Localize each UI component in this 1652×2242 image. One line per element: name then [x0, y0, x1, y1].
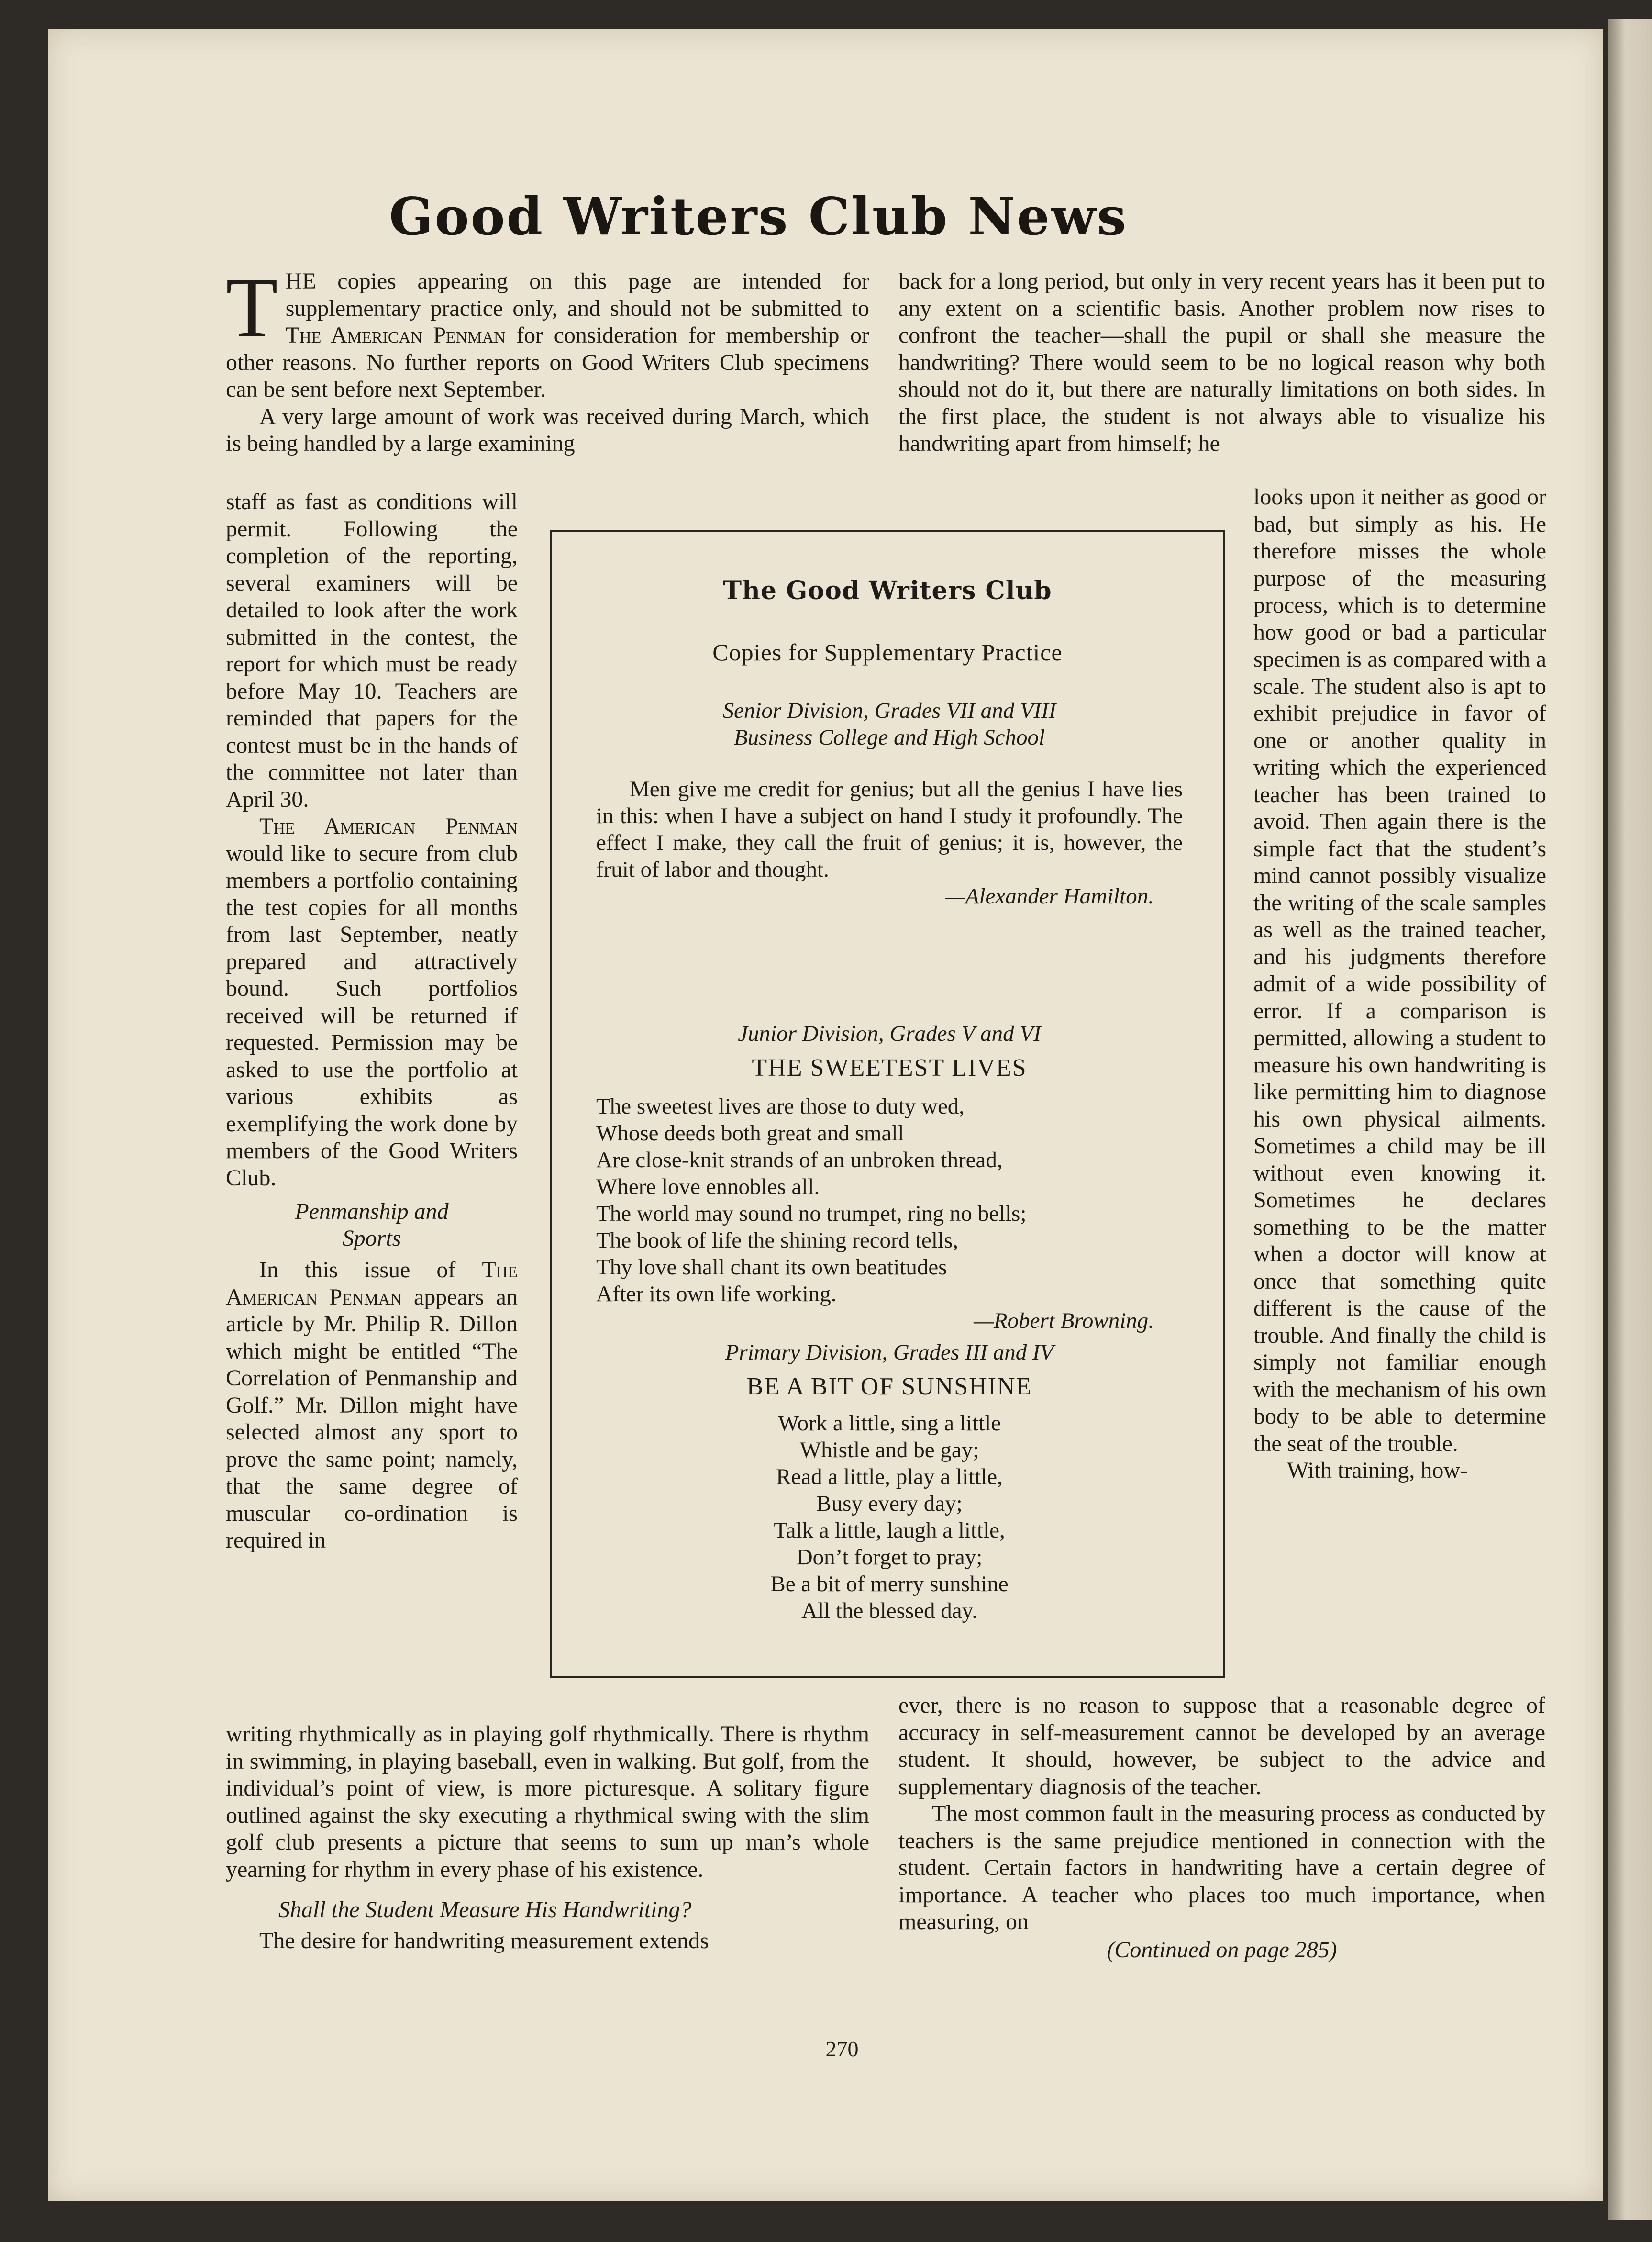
common-fault-paragraph: The most common fault in the measuring process as conducted by teachers is the same prejudice mentioned in connection with the student. Certain factors in handwriting have a certain degree of importance. A teacher who places too much importance, when measuring, on: [898, 1801, 1545, 1934]
junior-poem-title: THE SWEETEST LIVES: [752, 1054, 1027, 1082]
primary-poem-title: BE A BIT OF SUNSHINE: [746, 1373, 1032, 1400]
primary-division-label: Primary Division, Grades III and IV: [725, 1340, 1054, 1365]
poem-line: Busy every day;: [816, 1491, 963, 1516]
sports-paragraph-end: writing rhythmically as in playing golf rhythmically. There is rhythm in swimming, in playing baseball, even in walking. But golf, from the individual’s point of view, is more picturesque. A solitary figure outlined against the sky executing a rhythmical swing with the slim golf club presents a picture that seems to sum up man’s whole yearning for rhythm in every phase of his existence.: [226, 1721, 869, 1882]
page-title: Good Writers Club News: [389, 187, 1128, 247]
measurement-paragraph-cont: back for a long period, but only in very recent years has it been put to any extent on a scientific basis. Another problem now rises to confront the teacher—shall the pupil or shall she measure the handwriting? There would seem to be no logical reason why both should not do it, but there are naturally limitations on both sides. In the first place, the student is not always able to visualize his handwriting apart from himself; he: [898, 268, 1545, 456]
training-paragraph-start: With training, how-: [1287, 1458, 1468, 1483]
workload-paragraph-start: A very large amount of work was received during March, which is being handled by a large examining: [226, 403, 869, 456]
junior-poem: [596, 1093, 1183, 1307]
junior-division-label: Junior Division, Grades V and VI: [738, 1021, 1041, 1046]
next-page-edge: [1608, 19, 1652, 2220]
left-column-narrow: [226, 489, 518, 1721]
poem-line: Whose deeds both great and small: [596, 1121, 904, 1146]
page-number: 270: [825, 2037, 859, 2061]
senior-division-block: [596, 697, 1183, 910]
primary-poem: [596, 1410, 1183, 1624]
poem-line: Are close-knit strands of an unbroken thread,: [596, 1148, 1003, 1172]
portfolio-paragraph: The American Penman would like to secure from club members a portfolio containing the test copies for all months from last September, neatly prepared and attractively bound. Such portfolios received will be returned if requested. Permission may be asked to use the portfolio at various exhibits as exemplifying the work done by members of the Good Writers Club.: [226, 814, 518, 1191]
poem-line: The book of life the shining record tells,: [596, 1228, 959, 1253]
measurement-paragraph-narrow: looks upon it neither as good or bad, but simply as his. He therefore misses the whole purpose of the measuring process, which is to determine how good or bad a particular specimen is as compared with a scale. The student also is apt to exhibit prejudice in favor of one or another quality in writing which the experienced teacher has been trained to avoid. Then again there is the simple fact that the student’s mind cannot possibly visualize the writing of the scale samples as well as the trained teacher, and his judgments therefore admit of a wide possibility of error. If a comparison is permitted, allowing a student to measure his own handwriting is like permitting him to diagnose his own physical ailments. Sometimes a child may be ill without even knowing it. Sometimes he declares something to be the matter when a doctor will know at once that something quite different is the cause of the trouble. And finally the child is simply not familiar enough with the mechanism of his own body to be able to determine the seat of the trouble.: [1253, 484, 1546, 1456]
left-column-bottom: [226, 1721, 869, 2008]
browning-author: —Robert Browning.: [974, 1308, 1154, 1333]
hamilton-author: —Alexander Hamilton.: [945, 884, 1154, 909]
poem-line: The sweetest lives are those to duty wed,: [596, 1094, 965, 1119]
primary-division-block: [596, 1339, 1183, 1624]
training-paragraph-end: ever, there is no reason to suppose that a reasonable degree of accuracy in self-measurement cannot be developed by an average student. It should, however, be subject to the advice and supplementary diagnosis of the teacher.: [898, 1693, 1545, 1799]
right-column-narrow: [1253, 484, 1546, 1692]
box-heading: The Good Writers Club: [723, 576, 1052, 605]
measurement-paragraph-start: The desire for handwriting measurement extends: [259, 1928, 709, 1953]
hamilton-quote: Men give me credit for genius; but all the genius I have lies in this: when I have a subject on hand I study it profoundly. The effect I make, they call the fruit of genius; it is, however, the fruit of labor and thought.: [596, 777, 1183, 882]
intro-paragraph: THE copies appearing on this page are intended for supplementary practice only, and should not be submitted to The American Penman for consideration for membership or other reasons. No further reports on Good Writers Club specimens can be sent before next September.: [226, 260, 869, 402]
poem-line: Be a bit of merry sunshine: [770, 1572, 1009, 1596]
poem-line: Whistle and be gay;: [799, 1438, 979, 1462]
junior-division-block: [596, 1020, 1183, 1334]
poem-line: Read a little, play a little,: [776, 1464, 1003, 1489]
poem-line: After its own life working.: [596, 1282, 837, 1306]
drop-cap: T: [226, 260, 278, 355]
continued-note: (Continued on page 285): [1107, 1937, 1337, 1963]
left-column-top: [226, 260, 869, 502]
poem-line: Thy love shall chant its own beatitudes: [596, 1255, 947, 1280]
senior-division-label: Senior Division, Grades VII and VIII: [722, 698, 1056, 723]
subhead-penmanship-sports: Penmanship and Sports: [295, 1199, 449, 1251]
senior-division-label-2: Business College and High School: [733, 725, 1045, 750]
poem-line: The world may sound no trumpet, ring no bells;: [596, 1201, 1027, 1226]
subhead-measure-handwriting: Shall the Student Measure His Handwriting?: [278, 1897, 692, 1922]
right-column-top: [898, 268, 1545, 483]
practice-copies-box: [550, 530, 1225, 1678]
sports-paragraph-start: In this issue of The American Penman appears an article by Mr. Philip R. Dillon which might be entitled “The Correlation of Penmanship and Golf.” Mr. Dillon might have selected almost any sport to prove the same point; namely, that the same degree of muscular co-ordination is required in: [226, 1257, 518, 1553]
poem-line: Where love ennobles all.: [596, 1174, 820, 1199]
box-subheading: Copies for Supplementary Practice: [712, 639, 1063, 666]
right-column-bottom: [898, 1692, 1545, 2027]
poem-line: Talk a little, laugh a little,: [774, 1518, 1005, 1543]
poem-line: Don’t forget to pray;: [796, 1545, 983, 1570]
poem-line: All the blessed day.: [801, 1598, 977, 1623]
workload-paragraph-end: staff as fast as conditions will permit. Following the completion of the reporting, several examiners will be detailed to look after the work submitted in the contest, the report for which must be ready before May 10. Teachers are reminded that papers for the contest must be in the hands of the committee not later than April 30.: [226, 489, 518, 812]
poem-line: Work a little, sing a little: [777, 1411, 1001, 1436]
